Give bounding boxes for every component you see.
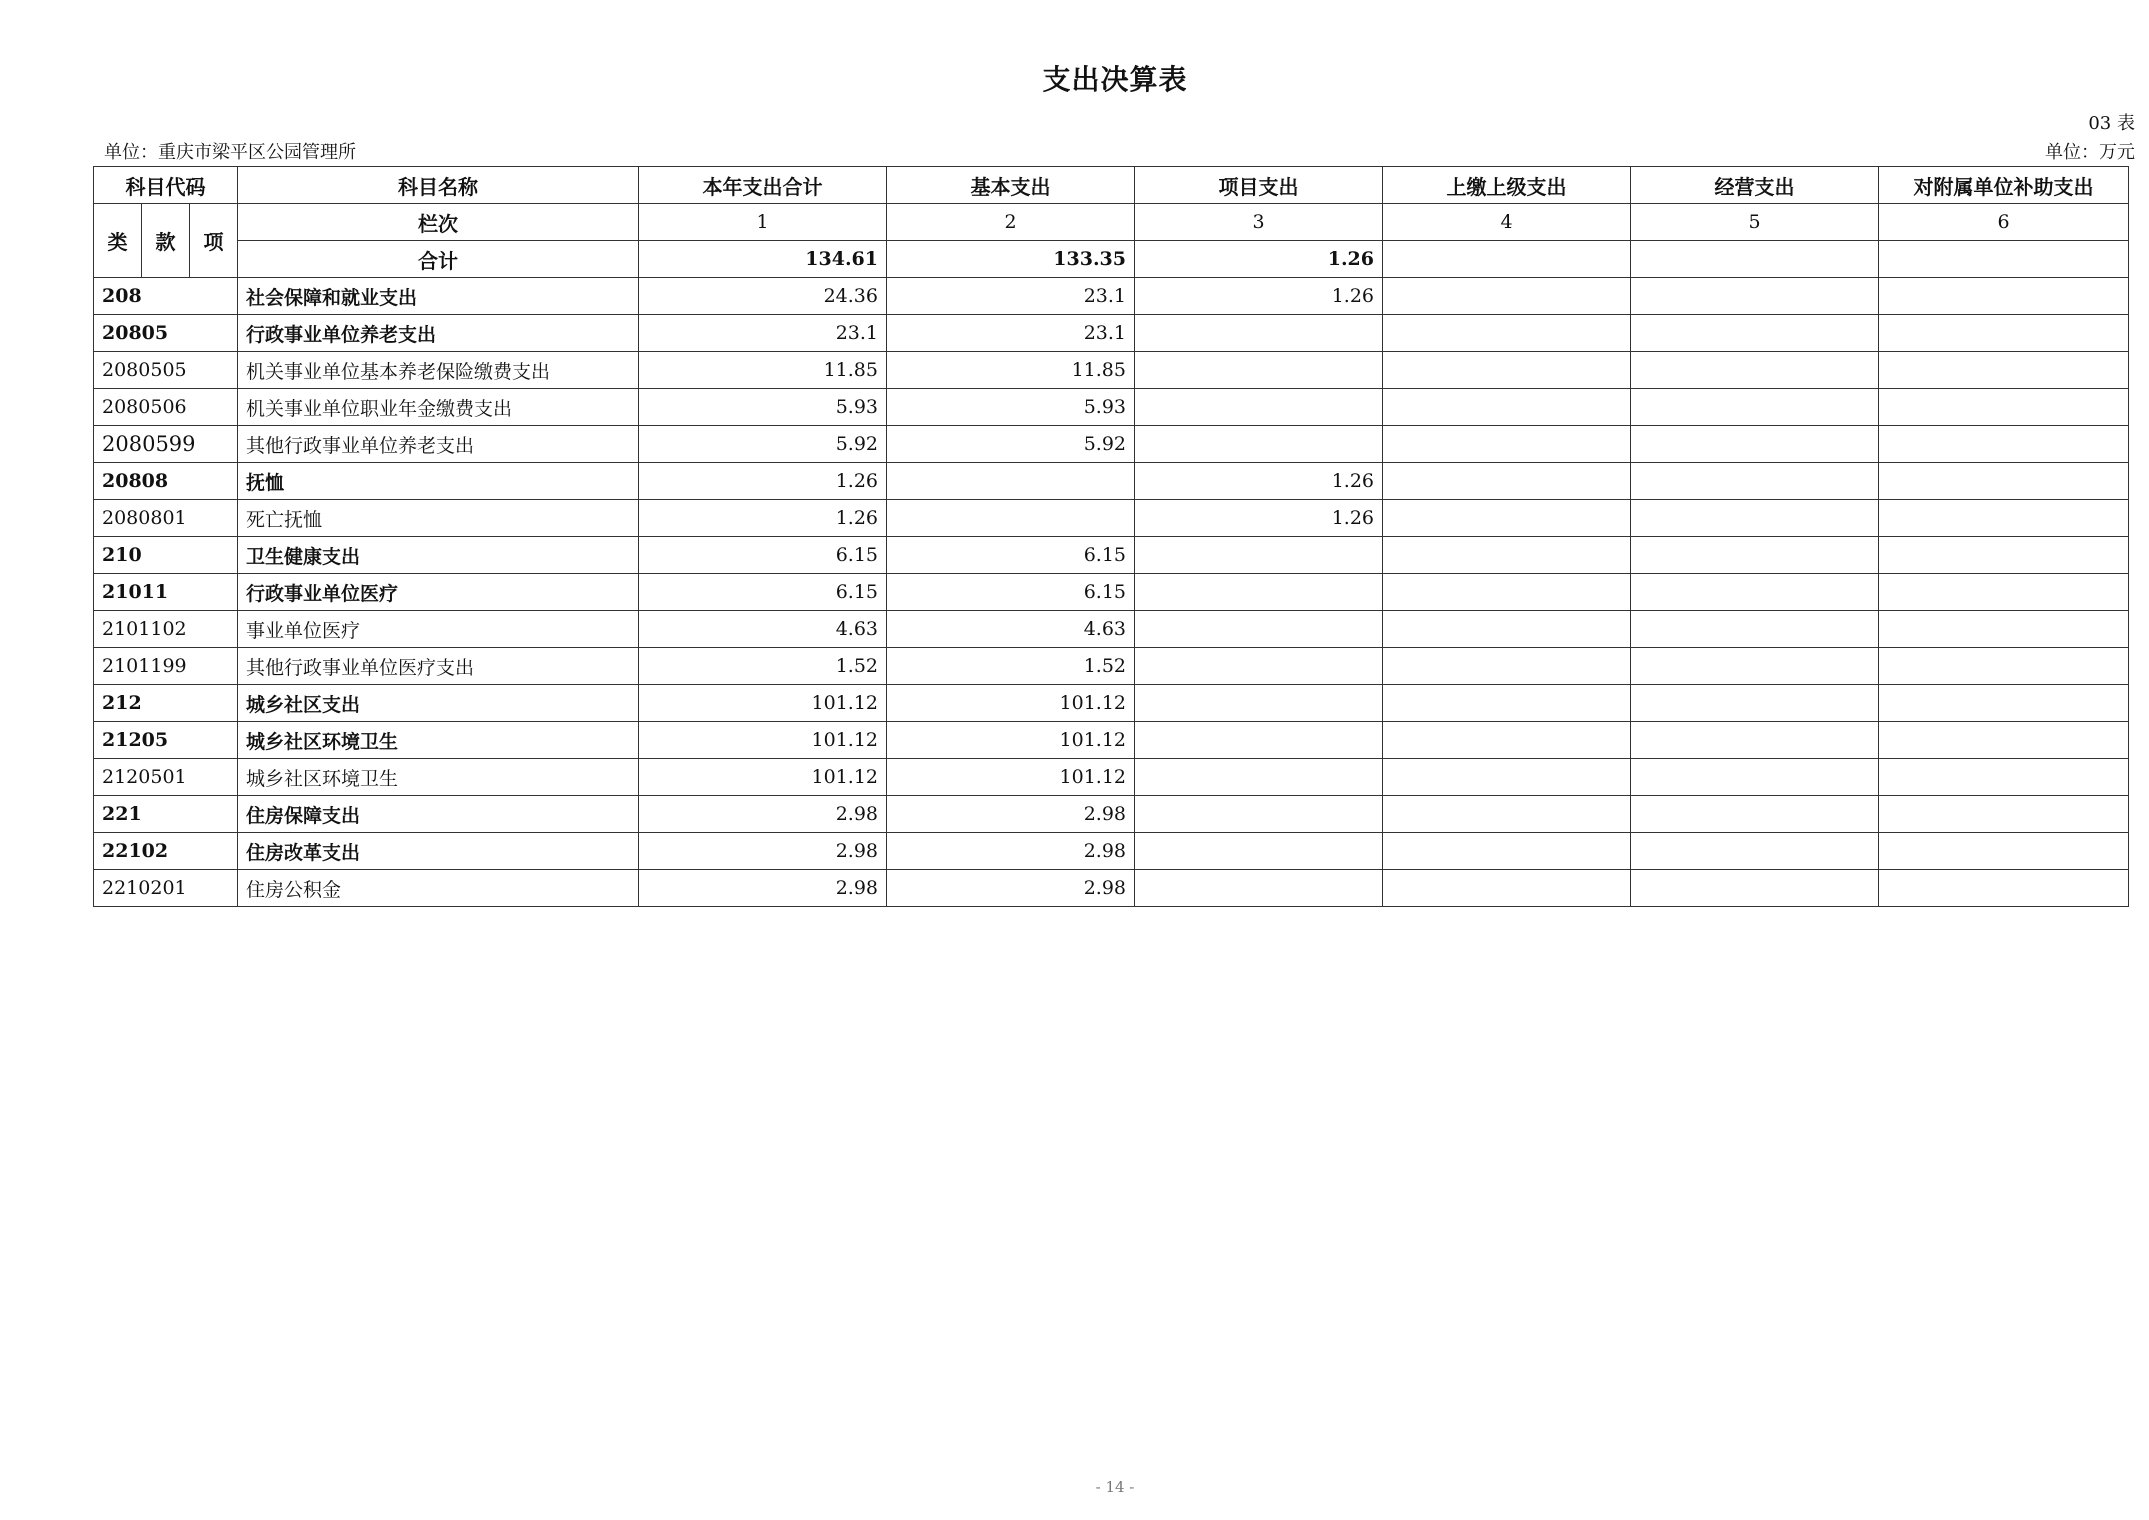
row-business: [1631, 759, 1879, 796]
row-business: [1631, 648, 1879, 685]
row-upper: [1383, 463, 1631, 500]
row-project: 1.26: [1135, 500, 1383, 537]
table-row: [94, 759, 2129, 796]
row-subsidy: [1879, 648, 2129, 685]
table-row: [94, 278, 2129, 315]
row-business: [1631, 685, 1879, 722]
row-subsidy: [1879, 352, 2129, 389]
row-name: 住房改革支出: [238, 833, 639, 870]
header-name: 科目名称: [238, 167, 639, 204]
row-total: 101.12: [639, 685, 887, 722]
row-name: 事业单位医疗: [238, 611, 639, 648]
row-total: 6.15: [639, 537, 887, 574]
row-business: [1631, 352, 1879, 389]
header-row: [94, 167, 2129, 204]
header-business: 经营支出: [1631, 167, 1879, 204]
row-project: [1135, 722, 1383, 759]
row-upper: [1383, 574, 1631, 611]
row-basic: [887, 500, 1135, 537]
row-name: 城乡社区支出: [238, 685, 639, 722]
row-subsidy: [1879, 389, 2129, 426]
row-basic: 2.98: [887, 833, 1135, 870]
row-business: [1631, 463, 1879, 500]
row-subsidy: [1879, 426, 2129, 463]
row-upper: [1383, 537, 1631, 574]
row-subsidy: [1879, 722, 2129, 759]
table-row: [94, 611, 2129, 648]
row-basic: 2.98: [887, 870, 1135, 907]
row-business: [1631, 722, 1879, 759]
row-total: 5.93: [639, 389, 887, 426]
row-name: 机关事业单位基本养老保险缴费支出: [238, 352, 639, 389]
row-total: 101.12: [639, 759, 887, 796]
col-index-4: 4: [1383, 204, 1631, 241]
row-code: 2120501: [94, 759, 238, 796]
row-total: 24.36: [639, 278, 887, 315]
row-subsidy: [1879, 315, 2129, 352]
row-subsidy: [1879, 833, 2129, 870]
row-total: 6.15: [639, 574, 887, 611]
row-name: 行政事业单位医疗: [238, 574, 639, 611]
row-upper: [1383, 389, 1631, 426]
row-code: 2101102: [94, 611, 238, 648]
row-total: 11.85: [639, 352, 887, 389]
row-basic: 101.12: [887, 722, 1135, 759]
row-subsidy: [1879, 759, 2129, 796]
row-business: [1631, 611, 1879, 648]
row-project: [1135, 833, 1383, 870]
row-code: 20805: [94, 315, 238, 352]
header-lanci: 栏次: [238, 204, 639, 241]
row-project: [1135, 870, 1383, 907]
row-project: [1135, 574, 1383, 611]
header-project: 项目支出: [1135, 167, 1383, 204]
row-subsidy: [1879, 870, 2129, 907]
row-upper: [1383, 870, 1631, 907]
row-business: [1631, 574, 1879, 611]
row-code: 2080505: [94, 352, 238, 389]
row-subsidy: [1879, 611, 2129, 648]
row-basic: 6.15: [887, 537, 1135, 574]
header-total: 本年支出合计: [639, 167, 887, 204]
row-total: 23.1: [639, 315, 887, 352]
row-code: 210: [94, 537, 238, 574]
header-lei: 类: [94, 204, 142, 278]
row-code: 21205: [94, 722, 238, 759]
row-upper: [1383, 833, 1631, 870]
header-code: 科目代码: [94, 167, 238, 204]
row-subsidy: [1879, 685, 2129, 722]
row-code: 2080599: [94, 426, 238, 463]
row-basic: 23.1: [887, 315, 1135, 352]
row-business: [1631, 315, 1879, 352]
row-basic: 1.52: [887, 648, 1135, 685]
row-project: [1135, 315, 1383, 352]
row-total: 1.52: [639, 648, 887, 685]
row-basic: 6.15: [887, 574, 1135, 611]
total-row: [94, 241, 2129, 278]
row-name: 其他行政事业单位医疗支出: [238, 648, 639, 685]
table-row: [94, 426, 2129, 463]
row-name: 抚恤: [238, 463, 639, 500]
table-row: [94, 537, 2129, 574]
row-code: 212: [94, 685, 238, 722]
row-upper: [1383, 315, 1631, 352]
row-project: [1135, 426, 1383, 463]
row-code: 2080506: [94, 389, 238, 426]
row-total: 2.98: [639, 796, 887, 833]
row-subsidy: [1879, 500, 2129, 537]
row-name: 其他行政事业单位养老支出: [238, 426, 639, 463]
table-row: [94, 685, 2129, 722]
row-upper: [1383, 759, 1631, 796]
row-basic: [887, 463, 1135, 500]
row-name: 住房保障支出: [238, 796, 639, 833]
row-business: [1631, 426, 1879, 463]
row-upper: [1383, 685, 1631, 722]
row-upper: [1383, 500, 1631, 537]
row-total: 2.98: [639, 833, 887, 870]
row-business: [1631, 278, 1879, 315]
header-subsidy: 对附属单位补助支出: [1879, 167, 2129, 204]
currency-unit-label: 单位：万元: [2045, 142, 2135, 163]
row-project: 1.26: [1135, 463, 1383, 500]
total-upper: [1383, 241, 1631, 278]
row-name: 机关事业单位职业年金缴费支出: [238, 389, 639, 426]
row-total: 1.26: [639, 463, 887, 500]
table-row: [94, 870, 2129, 907]
row-code: 20808: [94, 463, 238, 500]
expenditure-table: [93, 166, 2129, 907]
row-name: 卫生健康支出: [238, 537, 639, 574]
row-upper: [1383, 426, 1631, 463]
row-subsidy: [1879, 537, 2129, 574]
row-total: 2.98: [639, 870, 887, 907]
row-basic: 101.12: [887, 685, 1135, 722]
row-business: [1631, 833, 1879, 870]
total-subsidy: [1879, 241, 2129, 278]
row-upper: [1383, 722, 1631, 759]
row-upper: [1383, 648, 1631, 685]
table-row: [94, 352, 2129, 389]
row-code: 22102: [94, 833, 238, 870]
page-title: 支出决算表: [1042, 63, 1188, 96]
row-basic: 4.63: [887, 611, 1135, 648]
row-subsidy: [1879, 796, 2129, 833]
row-total: 101.12: [639, 722, 887, 759]
row-project: [1135, 389, 1383, 426]
table-row: [94, 463, 2129, 500]
table-row: [94, 833, 2129, 870]
row-name: 城乡社区环境卫生: [238, 759, 639, 796]
col-index-2: 2: [887, 204, 1135, 241]
row-subsidy: [1879, 463, 2129, 500]
row-business: [1631, 389, 1879, 426]
row-business: [1631, 500, 1879, 537]
row-project: [1135, 759, 1383, 796]
unit-label: 单位：重庆市梁平区公园管理所: [104, 142, 356, 163]
row-business: [1631, 870, 1879, 907]
total-business: [1631, 241, 1879, 278]
row-subsidy: [1879, 574, 2129, 611]
total-sum: 134.61: [639, 241, 887, 278]
total-project: 1.26: [1135, 241, 1383, 278]
row-basic: 11.85: [887, 352, 1135, 389]
row-basic: 23.1: [887, 278, 1135, 315]
row-upper: [1383, 352, 1631, 389]
row-name: 死亡抚恤: [238, 500, 639, 537]
row-basic: 5.93: [887, 389, 1135, 426]
row-project: [1135, 537, 1383, 574]
row-total: 5.92: [639, 426, 887, 463]
row-name: 城乡社区环境卫生: [238, 722, 639, 759]
table-row: [94, 315, 2129, 352]
row-business: [1631, 796, 1879, 833]
table-row: [94, 389, 2129, 426]
table-row: [94, 500, 2129, 537]
row-project: [1135, 685, 1383, 722]
row-project: [1135, 648, 1383, 685]
row-basic: 101.12: [887, 759, 1135, 796]
row-project: [1135, 796, 1383, 833]
row-code: 21011: [94, 574, 238, 611]
table-row: [94, 722, 2129, 759]
row-name: 住房公积金: [238, 870, 639, 907]
row-code: 221: [94, 796, 238, 833]
row-total: 1.26: [639, 500, 887, 537]
row-project: [1135, 611, 1383, 648]
row-code: 208: [94, 278, 238, 315]
row-total: 4.63: [639, 611, 887, 648]
form-number: 03 表: [2088, 113, 2135, 134]
table-row: [94, 648, 2129, 685]
row-code: 2101199: [94, 648, 238, 685]
col-index-5: 5: [1631, 204, 1879, 241]
header-xiang: 项: [190, 204, 238, 278]
col-index-6: 6: [1879, 204, 2129, 241]
col-index-3: 3: [1135, 204, 1383, 241]
row-business: [1631, 537, 1879, 574]
row-name: 行政事业单位养老支出: [238, 315, 639, 352]
col-index-1: 1: [639, 204, 887, 241]
row-basic: 5.92: [887, 426, 1135, 463]
header-kuan: 款: [142, 204, 190, 278]
header-basic: 基本支出: [887, 167, 1135, 204]
table-row: [94, 574, 2129, 611]
row-code: 2080801: [94, 500, 238, 537]
row-basic: 2.98: [887, 796, 1135, 833]
total-basic: 133.35: [887, 241, 1135, 278]
row-subsidy: [1879, 278, 2129, 315]
page-number: - 14 -: [1095, 1478, 1135, 1496]
row-project: [1135, 352, 1383, 389]
table-row: [94, 796, 2129, 833]
header-upper: 上缴上级支出: [1383, 167, 1631, 204]
column-index-row: [94, 204, 2129, 241]
row-name: 社会保障和就业支出: [238, 278, 639, 315]
row-upper: [1383, 278, 1631, 315]
row-upper: [1383, 611, 1631, 648]
total-label: 合计: [238, 241, 639, 278]
row-upper: [1383, 796, 1631, 833]
row-code: 2210201: [94, 870, 238, 907]
row-project: 1.26: [1135, 278, 1383, 315]
